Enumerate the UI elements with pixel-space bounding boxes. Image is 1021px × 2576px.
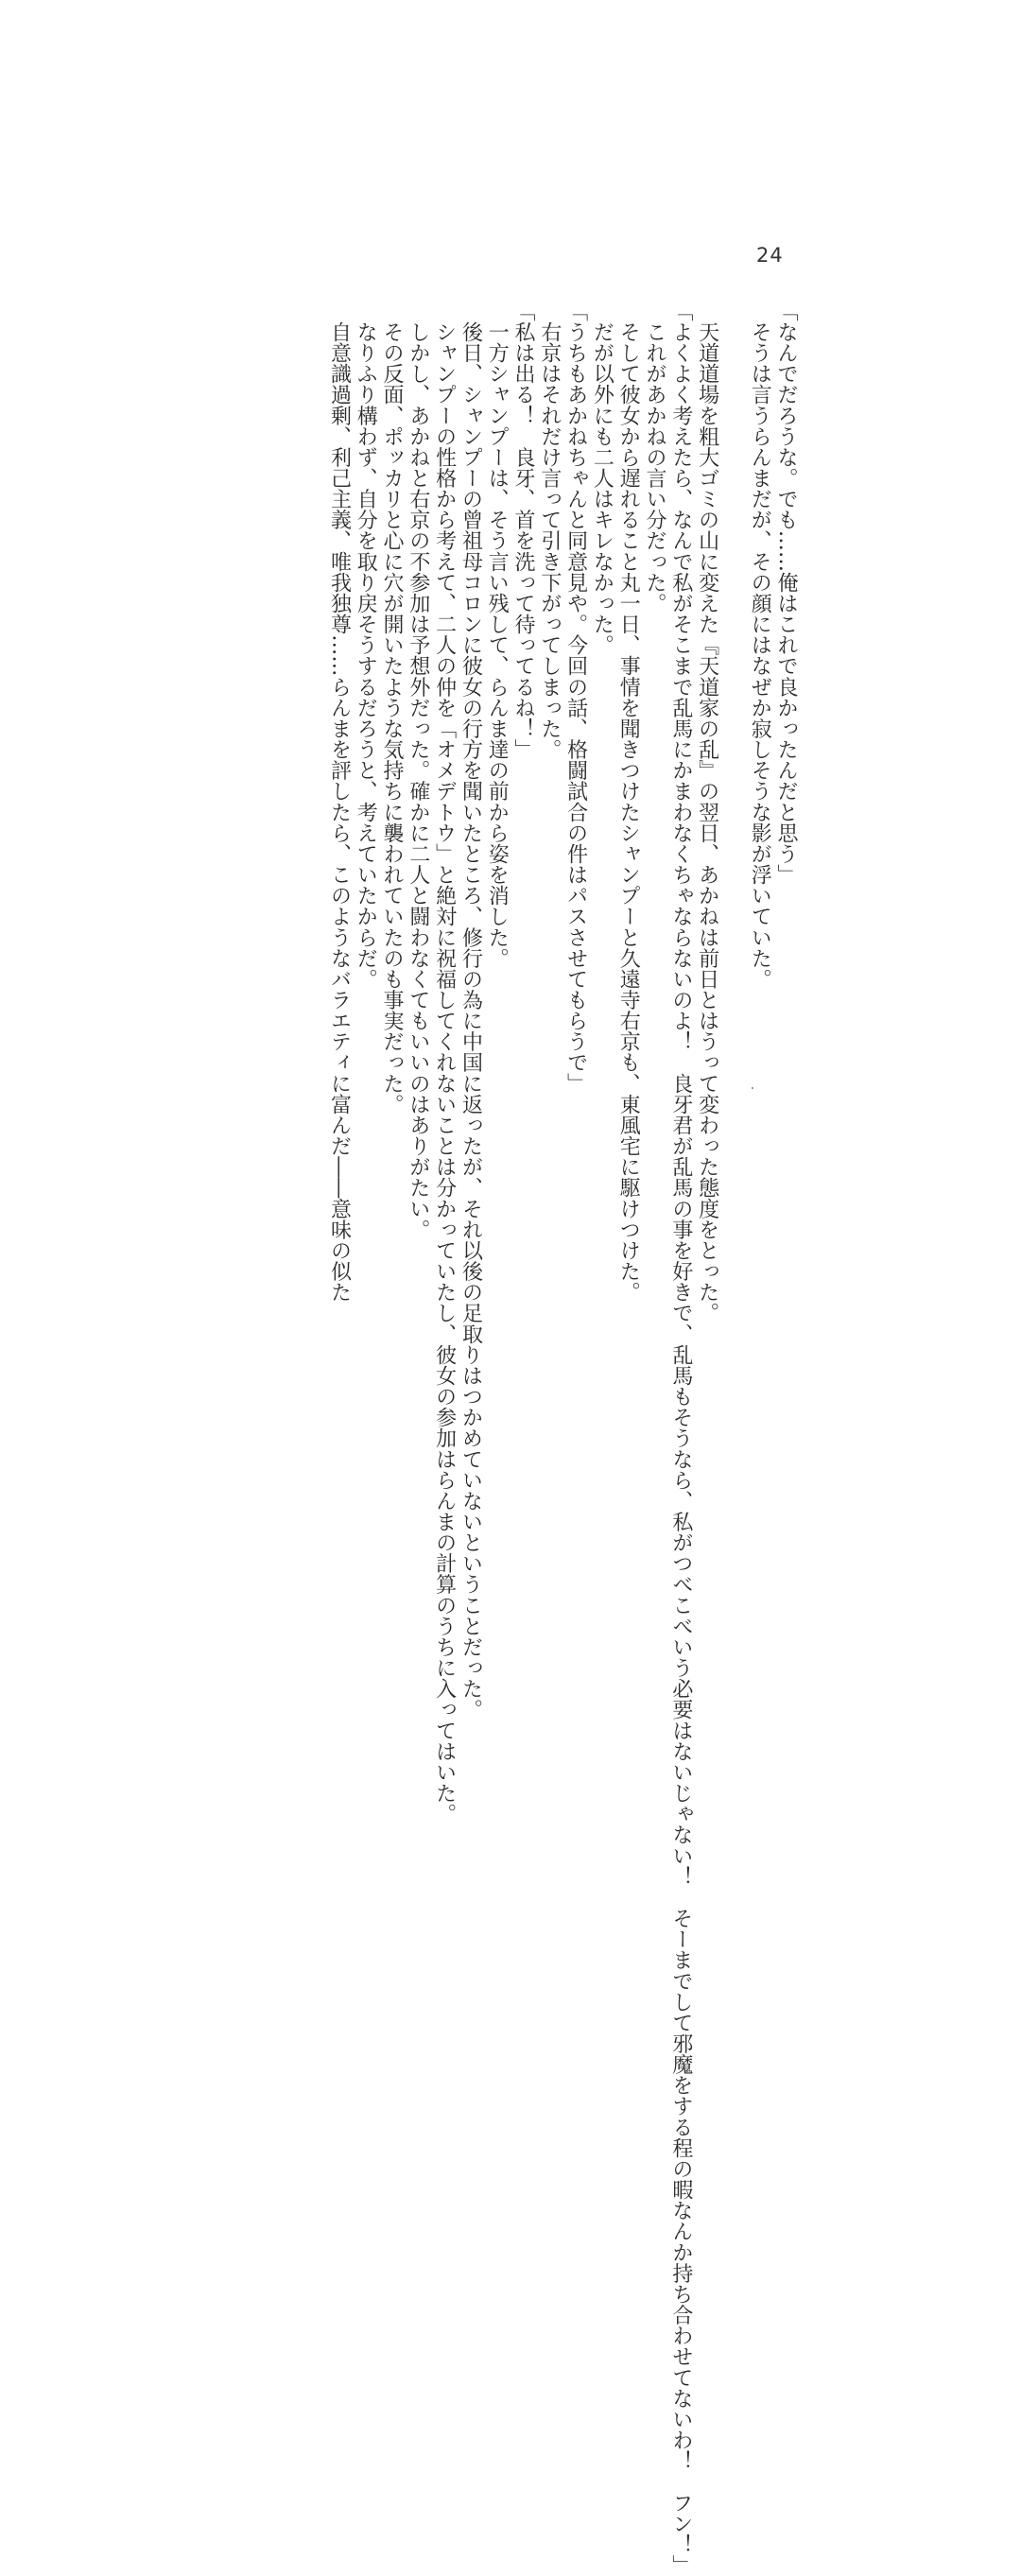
- text-line: 「なんでだろうな。でも……俺はこれで良かったんだと思う」: [774, 301, 798, 886]
- text-line: 自意識過剰、利己主義、唯我独尊……らんまを評したら、このようなバラエティに富んだ――意味の似た: [327, 301, 352, 1303]
- text-line: これがあかねの言い分だった。: [643, 301, 667, 614]
- text-line: そして彼女から遅れること丸一日、事情を聞きつけたシャンプーと久遠寺右京も、東風宅に駆けつけた。: [616, 301, 641, 1303]
- text-line: 後日、シャンプーの曾祖母コロンに彼女の行方を聞いたところ、修行の為に中国に返ったが、それ以後の足取りはつかめていないということだった。: [459, 301, 483, 1720]
- scan-speck: [752, 1087, 753, 1089]
- body-text: [175, 301, 799, 2576]
- paragraph-gap: [720, 301, 747, 1114]
- text-line: その反面、ポッカリと心に穴が開いたような気持ちに襲われていたのも事実だった。: [380, 301, 405, 1115]
- text-line: なりふり構わず、自分を取り戻そうするだろうと、考えていたからだ。: [354, 301, 378, 990]
- text-line: 右京はそれだけ言って引き下がってしまった。: [537, 301, 562, 760]
- text-line: 「私は出る！ 良牙、首を洗って待ってるね！」: [511, 301, 536, 760]
- text-line: 天道道場を粗大ゴミの山に変えた『天道家の乱』の翌日、あかねは前日とはうって変わった態度をとった。: [695, 301, 719, 1323]
- text-line: シャンプーの性格から考えて、二人の仲を「オメデトウ」と絶対に祝福してくれないことは分かっていたし、彼女の参加はらんまの計算のうちに入ってはいた。: [432, 301, 457, 1824]
- text-line: そうは言うらんまだが、その顔にはなぜか寂しそうな影が浮いていた。: [748, 301, 772, 990]
- text-line: 一方シャンプーは、そう言い残して、らんま達の前から姿を消した。: [485, 301, 510, 969]
- text-line: 「よくよく考えたら、なんで私がそこまで乱馬にかまわなくちゃならないのよ！ 良牙君が乱馬の事を好きで、乱馬もそうなら、私がつべこべいう必要はないじゃない！ そーまでして邪魔をする程の暇なんか持ち合わせてないわ！ フン！」: [668, 301, 693, 2576]
- page-number: 24: [756, 244, 784, 267]
- text-line: だが以外にも二人はキレなかった。: [590, 301, 614, 656]
- text-line: 「うちもあかねちゃんと同意見や。今回の話、格闘試合の件はパスさせてもらうで」: [563, 301, 588, 1095]
- text-line: しかし、あかねと右京の不参加は予想外だった。確かに二人と闘わなくてもいいのはありがたい。: [406, 301, 430, 1240]
